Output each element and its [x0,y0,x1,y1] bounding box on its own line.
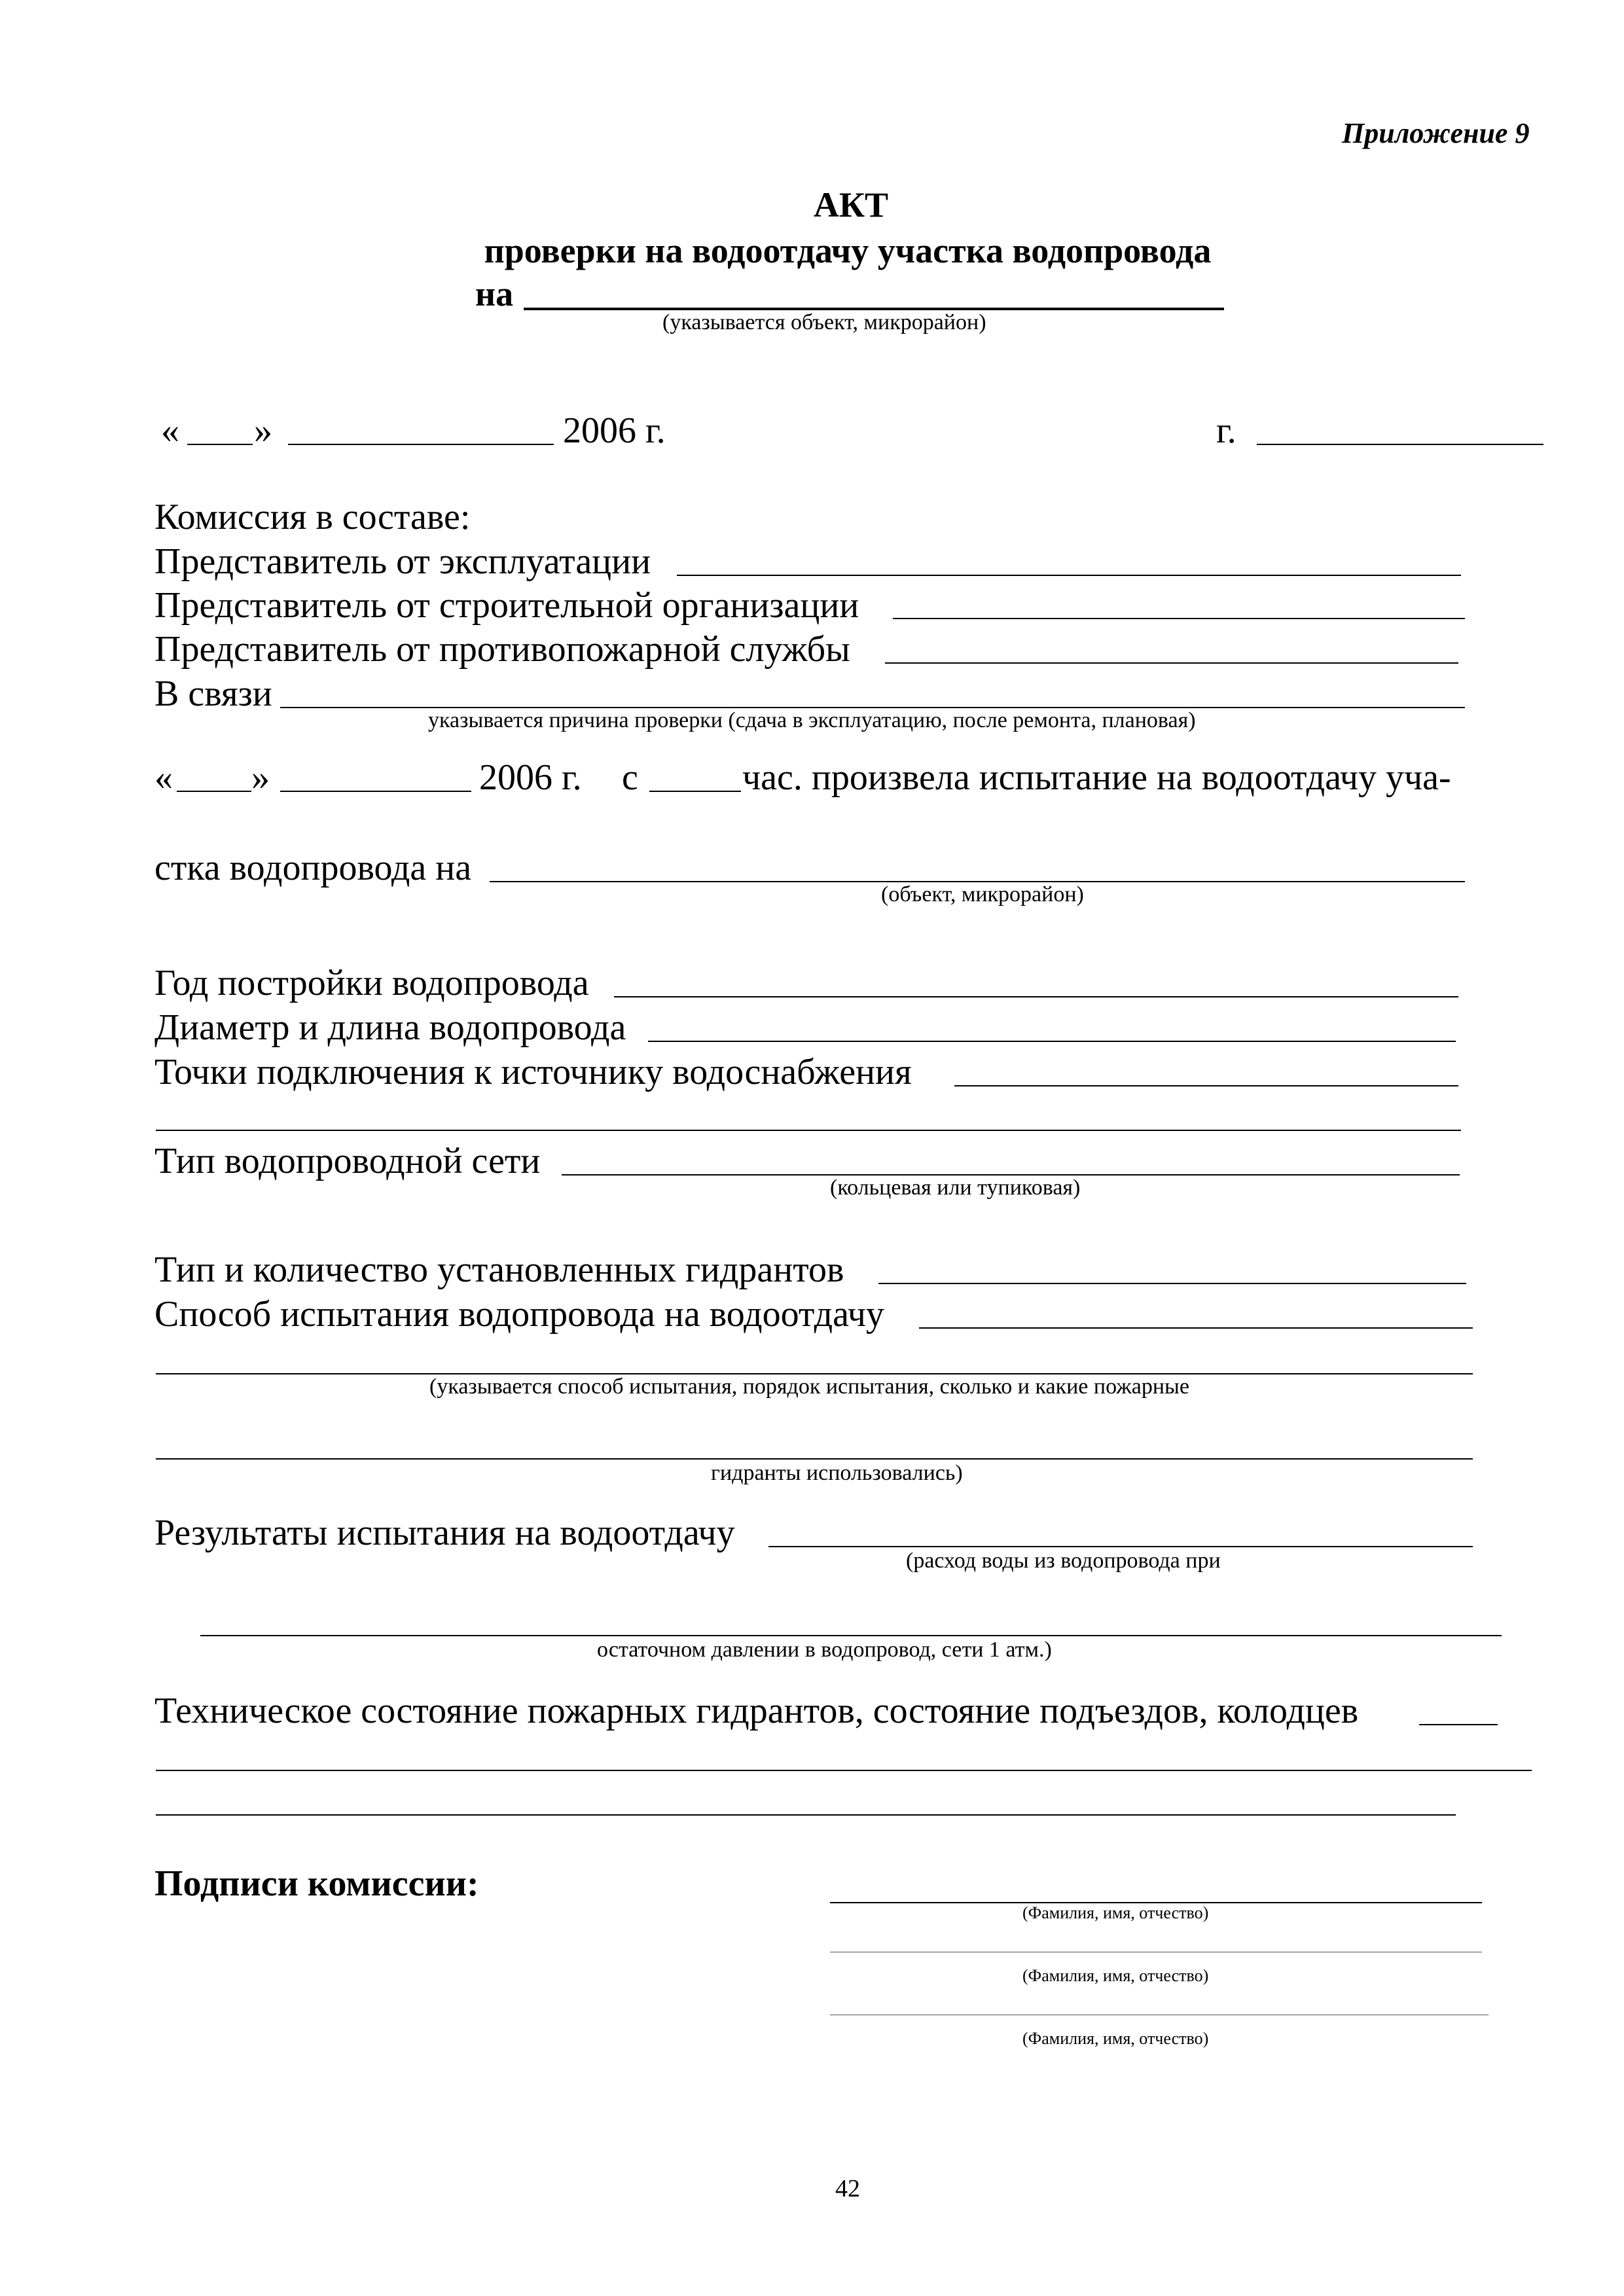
rep-construction-field-line[interactable] [893,618,1465,619]
test-method-label: Способ испытания водопровода на водоотдачу [154,1294,884,1335]
connection-points-extra-line[interactable] [156,1130,1461,1131]
day-field-line[interactable] [187,444,253,445]
test-method-extra-line-2[interactable] [156,1458,1473,1460]
condition-extra-line-2[interactable] [156,1814,1456,1816]
network-type-hint: (кольцевая или тупиковая) [830,1175,1081,1200]
commission-heading: Комиссия в составе: [154,497,471,537]
hydrant-type-count-field-line[interactable] [878,1283,1466,1284]
test-hour-field-line[interactable] [649,791,741,792]
city-field-line[interactable] [1257,444,1543,445]
appendix-label: Приложение 9 [1342,117,1530,149]
object-hint: (указывается объект, микрорайон) [662,310,986,334]
test-close-quote: » [251,757,270,798]
test-sentence-text: час. произвела испытание на водоотдачу уча- [742,757,1451,798]
test-method-field-line[interactable] [919,1327,1473,1329]
city-prefix: г. [1216,410,1236,451]
signature-hint-1: (Фамилия, имя, отчество) [1022,1903,1209,1922]
connection-points-field-line[interactable] [954,1085,1458,1086]
condition-label: Техническое состояние пожарных гидрантов, состояние подъездов, колодцев [154,1691,1359,1731]
rep-operation-field-line[interactable] [677,575,1461,576]
rep-fire-label: Представитель от противопожарной службы [154,629,850,670]
signature-hint-2: (Фамилия, имя, отчество) [1022,1966,1209,1985]
condition-extra-line-1[interactable] [156,1770,1532,1771]
rep-fire-field-line[interactable] [885,662,1458,664]
connection-points-label: Точки подключения к источнику водоснабжения [154,1052,912,1092]
year-built-field-line[interactable] [614,996,1458,997]
network-type-label: Тип водопроводной сети [154,1141,541,1181]
results-hint-1: (расход воды из водопровода при [906,1549,1221,1573]
test-month-field-line[interactable] [280,791,471,792]
rep-operation-label: Представитель от эксплуатации [154,541,651,582]
year-built-label: Год постройки водопровода [154,963,589,1003]
signatures-heading: Подписи комиссии: [154,1863,479,1904]
test-day-field-line[interactable] [177,791,251,792]
results-field-line[interactable] [768,1546,1473,1547]
object-on-label: на [475,274,514,314]
page-number: 42 [835,2175,860,2202]
rep-construction-label: Представитель от строительной организации [154,585,859,626]
test-from-label: с [622,757,638,798]
document-subtitle: проверки на водоотдачу участка водопровода [484,231,1212,270]
signature-hint-3: (Фамилия, имя, отчество) [1022,2029,1209,2048]
diameter-length-field-line[interactable] [648,1041,1456,1042]
document-title: АКТ [813,185,889,224]
test-continuation-label: стка водопровода на [154,848,472,888]
results-extra-line[interactable] [200,1635,1502,1636]
hydrant-type-count-label: Тип и количество установленных гидрантов [154,1249,844,1290]
reason-hint: указывается причина проверки (сдача в эксплуатацию, после ремонта, плановая) [428,708,1196,732]
test-object-hint: (объект, микрорайон) [881,882,1084,906]
results-label: Результаты испытания на водоотдачу [154,1513,735,1553]
date-close-quote: » [254,410,272,451]
condition-field-line[interactable] [1419,1724,1498,1725]
in-connection-label: В связи [154,673,272,714]
test-method-hint-2: гидранты использовались) [711,1461,963,1485]
month-field-line[interactable] [288,444,554,445]
diameter-length-label: Диаметр и длина водопровода [154,1007,626,1048]
test-method-hint-1: (указывается способ испытания, порядок испытания, сколько и какие пожарные [429,1374,1189,1399]
test-open-quote: « [154,757,173,798]
date-year: 2006 г. [563,410,666,451]
test-year: 2006 г. [479,757,582,798]
date-open-quote: « [161,410,179,451]
results-hint-2: остаточном давлении в водопровод, сети 1 атм.) [597,1638,1052,1662]
